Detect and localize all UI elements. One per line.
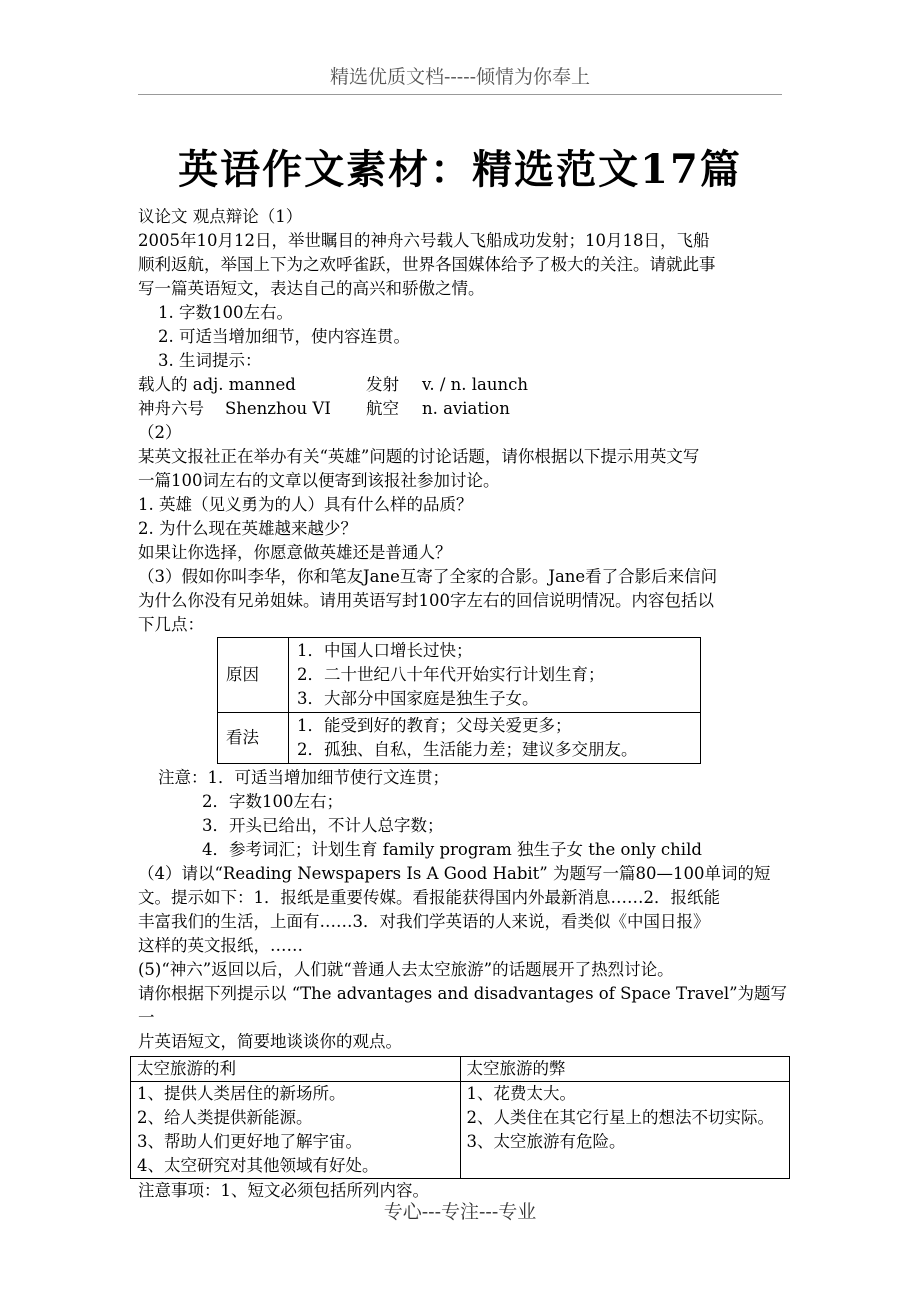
- pros-item: 2、给人类提供新能源。: [137, 1108, 313, 1127]
- section3-intro-line: 为什么你没有兄弟姐妹。请用英语写封100字左右的回信说明情况。内容包括以: [138, 591, 714, 610]
- pros-cell: [131, 1082, 461, 1179]
- vocab-row: [138, 397, 788, 421]
- pros-item: 3、帮助人们更好地了解宇宙。: [137, 1132, 362, 1151]
- vocab-term: 航空: [366, 399, 399, 418]
- table-content-cell: [289, 638, 701, 713]
- table-label-cell: 原因: [218, 638, 289, 713]
- pros-header: 太空旅游的利: [131, 1057, 461, 1082]
- table-line: 3．大部分中国家庭是独生子女。: [297, 689, 539, 708]
- header-divider: [138, 94, 782, 95]
- document-title: 英语作文素材：精选范文17篇: [178, 146, 742, 193]
- section4-line: （4）请以“Reading Newspapers Is A Good Habit” 为题写一篇80—100单词的短: [138, 864, 771, 883]
- section5-note: 注意事项：1、短文必须包括所列内容。: [138, 1181, 429, 1200]
- section1-paragraph-line: 顺利返航，举国上下为之欢呼雀跃，世界各国媒体给予了极大的关注。请就此事: [138, 255, 716, 274]
- vocab-translation: v. / n. launch: [422, 375, 529, 394]
- table-line: 1．能受到好的教育；父母关爱更多；: [297, 716, 572, 735]
- cons-header: 太空旅游的弊: [460, 1057, 790, 1082]
- section3-note: 2．字数100左右；: [202, 792, 343, 811]
- page-header: 精选优质文档-----倾情为你奉上: [329, 66, 591, 88]
- section2-point: 1. 英雄（见义勇为的人）具有什么样的品质？: [138, 495, 473, 514]
- section4-line: 丰富我们的生活，上面有……3．对我们学英语的人来说，看类似《中国日报》: [138, 912, 710, 931]
- vocab-term: 发射: [366, 375, 399, 394]
- document-body: [138, 205, 788, 1203]
- section3-intro-line: （3）假如你叫李华，你和笔友Jane互寄了全家的合影。Jane看了合影后来信问: [138, 567, 718, 586]
- requirement-item: 3. 生词提示：: [158, 351, 262, 370]
- table-row: [131, 1082, 790, 1179]
- table-line: 2．二十世纪八十年代开始实行计划生育；: [297, 665, 605, 684]
- pros-cons-table: [130, 1056, 790, 1179]
- section1-paragraph-line: 2005年10月12日，举世瞩目的神舟六号载人飞船成功发射；10月18日，飞船: [138, 231, 710, 250]
- section3-note: 3．开头已给出，不计人总字数；: [202, 816, 444, 835]
- section2-paragraph-line: 某英文报社正在举办有关“英雄”问题的讨论话题，请你根据以下提示用英文写: [138, 447, 700, 466]
- section3-note: 注意：1．可适当增加细节使行文连贯；: [158, 768, 449, 787]
- vocab-term: 载人的 adj. manned: [138, 375, 296, 394]
- section4-line: 文。提示如下：1．报纸是重要传媒。看报能获得国内外最新消息……2．报纸能: [138, 888, 720, 907]
- section2-point: 2. 为什么现在英雄越来越少？: [138, 519, 357, 538]
- section3-note: 4．参考词汇；计划生育 family program 独生子女 the only child: [202, 840, 702, 859]
- cons-item: 3、太空旅游有危险。: [466, 1132, 626, 1151]
- cons-cell: [460, 1082, 790, 1179]
- pros-item: 4、太空研究对其他领域有好处。: [137, 1156, 379, 1175]
- section2-heading: （2）: [138, 423, 182, 442]
- section1-paragraph-line: 写一篇英语短文，表达自己的高兴和骄傲之情。: [138, 279, 485, 298]
- requirement-item: 1. 字数100左右。: [158, 303, 293, 322]
- table-content-cell: [289, 713, 701, 764]
- requirement-item: 2. 可适当增加细节，使内容连贯。: [158, 327, 410, 346]
- table-row: [218, 638, 701, 713]
- page-footer: 专心---专注---专业: [383, 1201, 537, 1223]
- cons-item: 1、花费太大。: [466, 1084, 576, 1103]
- reasons-opinions-table: [217, 637, 701, 764]
- table-header-row: [131, 1057, 790, 1082]
- section4-line: 这样的英文报纸，……: [138, 936, 303, 955]
- section3-intro-line: 下几点：: [138, 615, 204, 634]
- pros-item: 1、提供人类居住的新场所。: [137, 1084, 346, 1103]
- section2-point: 如果让你选择，你愿意做英雄还是普通人？: [138, 543, 452, 562]
- table-line: 2．孤独、自私，生活能力差；建议多交朋友。: [297, 740, 638, 759]
- vocab-term: 神舟六号 Shenzhou VI: [138, 399, 331, 418]
- table-line: 1．中国人口增长过快；: [297, 641, 473, 660]
- section1-heading: 议论文 观点辩论（1）: [138, 207, 303, 226]
- section5-line: (5)“神六”返回以后，人们就“普通人去太空旅游”的话题展开了热烈讨论。: [138, 960, 674, 979]
- table-label-cell: 看法: [218, 713, 289, 764]
- section2-paragraph-line: 一篇100词左右的文章以便寄到该报社参加讨论。: [138, 471, 500, 490]
- cons-item: 2、人类住在其它行星上的想法不切实际。: [466, 1108, 774, 1127]
- vocab-row: [138, 373, 788, 397]
- vocab-translation: n. aviation: [422, 399, 510, 418]
- table-row: [218, 713, 701, 764]
- section5-line: 请你根据下列提示以 “The advantages and disadvantages of Space Travel”为题写一: [138, 984, 788, 1027]
- section5-line: 片英语短文，简要地谈谈你的观点。: [138, 1032, 402, 1051]
